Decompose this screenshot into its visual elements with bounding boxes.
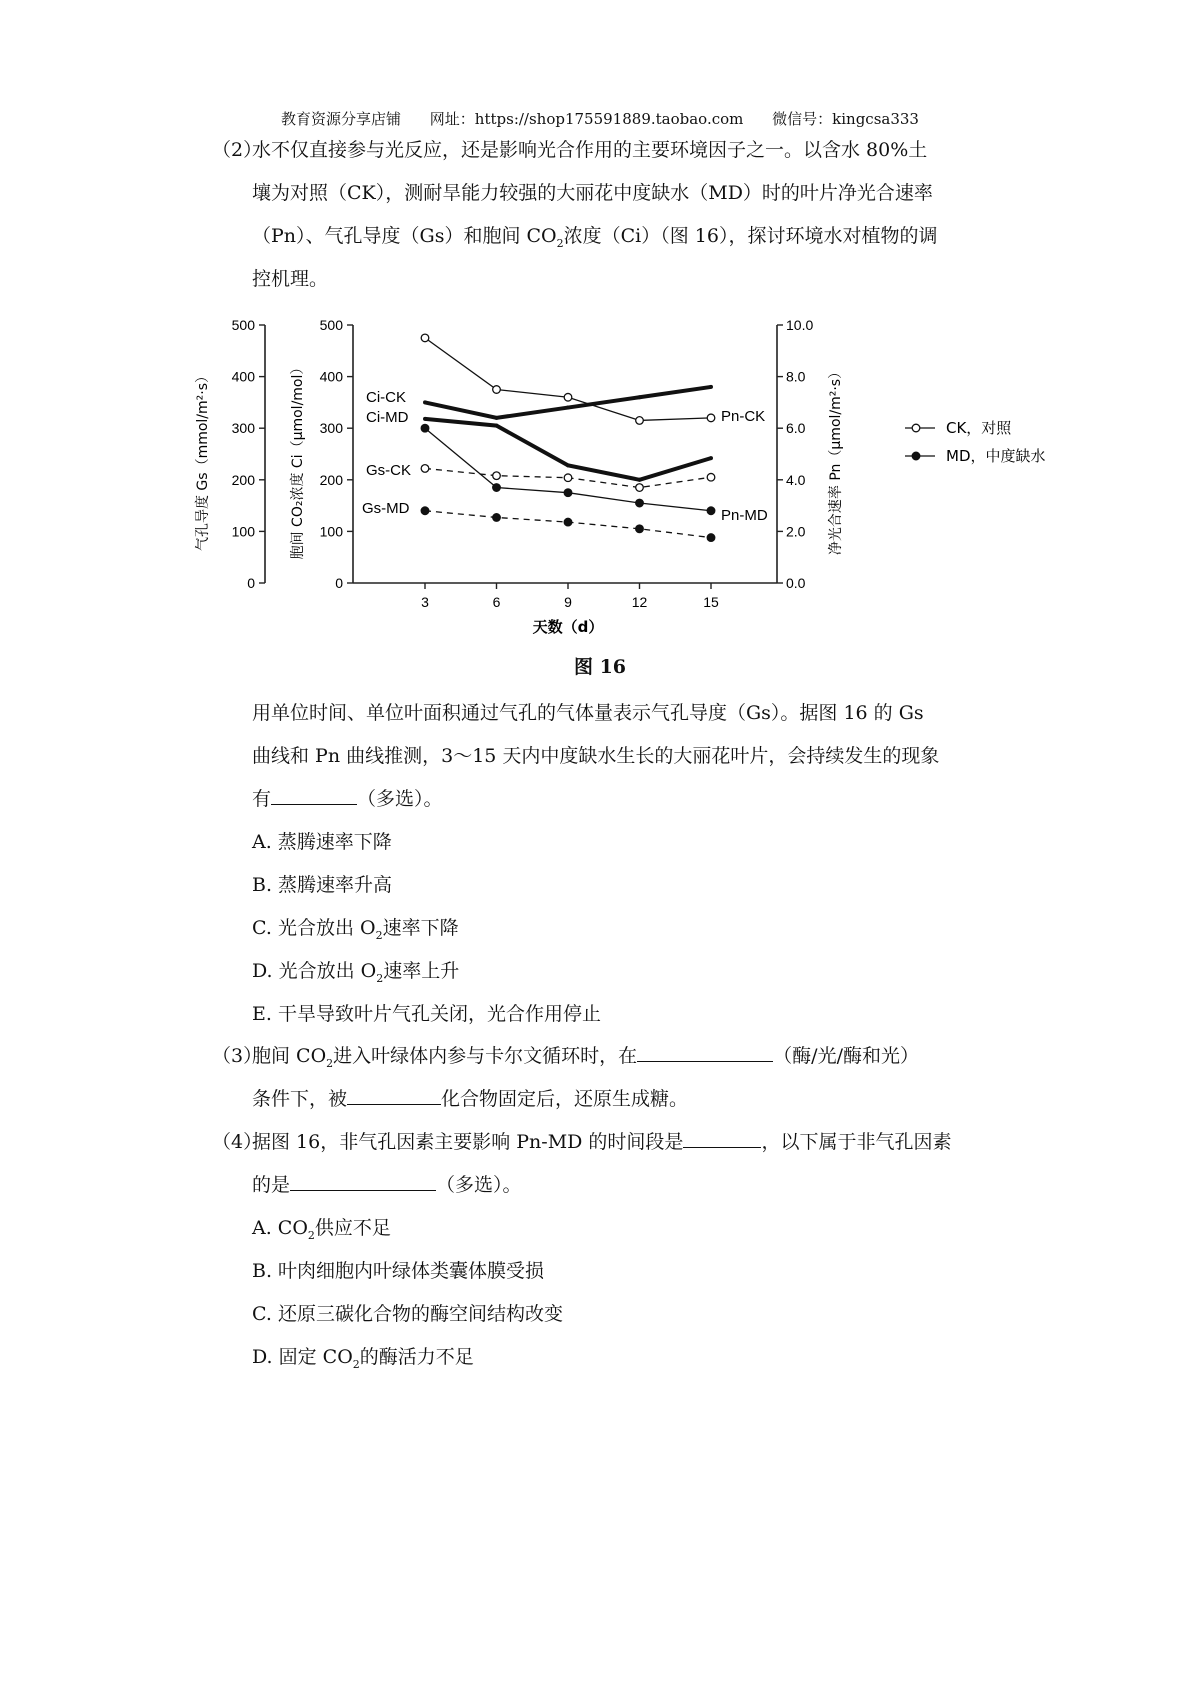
x-tick-label: 12: [631, 594, 648, 610]
gs-ck-point: [493, 472, 501, 480]
legend-marker-open: [912, 424, 920, 432]
figure-caption: 图 16: [573, 656, 627, 678]
legend-marker-filled: [912, 452, 920, 460]
page-header: [0, 108, 1200, 129]
ci-tick-label: 300: [319, 420, 343, 437]
x-tick-label: 15: [703, 594, 719, 610]
legend-label-filled: MD，中度缺水: [946, 447, 1046, 465]
pn-md-point: [493, 484, 501, 492]
ci-tick-label: 200: [319, 471, 343, 488]
gs-tick-label: 0: [247, 575, 255, 591]
gs-tick-label: 400: [231, 368, 255, 385]
ci-ck-point: [709, 385, 713, 389]
q3-line-1: [252, 1041, 919, 1070]
gs-tick-label: 200: [231, 471, 255, 488]
gs-md-point: [707, 534, 715, 542]
q3-text-2a: 条件下，被: [252, 1088, 348, 1110]
figure-16-chart: [190, 310, 1090, 645]
gs-md-point: [493, 514, 501, 522]
x-tick-label: 3: [421, 594, 429, 610]
pn-tick-label: 0.0: [786, 575, 806, 591]
q3-text-2b: 化合物固定后，还原生成糖。: [441, 1088, 689, 1110]
q3-text-1a: 胞间 $CO_2$进入叶绿体内参与卡尔文循环时，在: [252, 1045, 638, 1070]
gs-ck-label: Gs-CK: [366, 462, 411, 479]
q4-text-1a: 据图 16，非气孔因素主要影响 Pn-MD 的时间段是: [252, 1131, 684, 1153]
q2-option-1: A. 蒸腾速率下降: [252, 831, 392, 853]
pn-md-point: [564, 489, 572, 497]
question-number-4: （4）: [212, 1131, 263, 1153]
ci-ck-line: [425, 387, 711, 418]
ci-tick-label: 500: [319, 317, 343, 333]
q4-text-1b: ，以下属于非气孔因素: [761, 1131, 952, 1153]
q4-option-3: C. 还原三碳化合物的酶空间结构改变: [252, 1303, 563, 1325]
ci-md-line: [425, 419, 711, 480]
gs-tick-label: 500: [231, 317, 255, 333]
ci-md-point: [566, 463, 570, 467]
shop-url: 网址：https://shop175591889.taobao.com: [429, 110, 744, 128]
q2b-ask: [252, 784, 443, 811]
q3-line-2: [252, 1084, 688, 1111]
pn-tick-label: 2.0: [786, 523, 806, 540]
ci-ck-point: [566, 406, 570, 410]
pn-ck-point: [707, 414, 715, 422]
pn-tick-label: 6.0: [786, 420, 806, 437]
q4-option-4: D. 固定 $CO_2$的酶活力不足: [252, 1346, 474, 1371]
gs-md-point: [636, 525, 644, 533]
wechat-id: 微信号：kingcsa333: [772, 110, 919, 128]
q4-option-2: B. 叶肉细胞内叶绿体类囊体膜受损: [252, 1260, 545, 1282]
answer-blank-q4-factors[interactable]: [290, 1172, 436, 1191]
gs-md-point: [421, 507, 429, 515]
q2-line-3: （Pn）、气孔导度（Gs）和胞间 $CO_2$浓度（Ci）（图 16），探讨环境水对植物的调: [252, 225, 938, 250]
pn-ck-label: Pn-CK: [721, 408, 766, 425]
pn-md-point: [707, 507, 715, 515]
shop-name: 教育资源分享店铺: [281, 110, 402, 128]
pn-md-point: [636, 499, 644, 507]
x-axis-label: 天数（d）: [532, 618, 604, 636]
gs-ck-point: [707, 473, 715, 481]
pn-md-label: Pn-MD: [721, 507, 768, 524]
answer-blank-q3-condition[interactable]: [637, 1043, 773, 1062]
gs-md-point: [564, 518, 572, 526]
q4-text-2b: （多选）。: [436, 1174, 522, 1196]
pn-ck-point: [564, 393, 572, 401]
ci-ck-point: [423, 400, 427, 404]
ci-ck-point: [495, 416, 499, 420]
ci-md-point: [423, 417, 427, 421]
x-tick-label: 9: [564, 594, 572, 610]
q4-option-1: A. $CO_2$供应不足: [252, 1217, 391, 1242]
ci-tick-label: 400: [319, 368, 343, 385]
q2-line-4: 控机理。: [252, 268, 329, 290]
q2b-line-1: 用单位时间、单位叶面积通过气孔的气体量表示气孔导度（Gs）。据图 16 的 Gs: [252, 702, 924, 724]
question-number-3: （3）: [212, 1045, 263, 1067]
q4-text-2a: 的是: [252, 1174, 291, 1196]
ci-md-point: [709, 456, 713, 460]
q2-option-3: C. 光合放出 $O_2$速率下降: [252, 917, 459, 942]
ci-md-point: [638, 478, 642, 482]
question-number-2: （2）: [212, 139, 263, 161]
legend-label-open: CK，对照: [946, 419, 1012, 437]
gs-ck-point: [636, 484, 644, 492]
ci-tick-label: 100: [319, 523, 343, 540]
pn-ck-point: [636, 417, 644, 425]
pn-ck-point: [421, 334, 429, 342]
answer-blank-q2[interactable]: [271, 786, 357, 805]
ask-suffix: （多选）。: [357, 788, 443, 810]
q3-text-1b: （酶/光/酶和光）: [773, 1045, 919, 1067]
gs-axis-label: 气孔导度 Gs（mmol/m²·s）: [195, 368, 211, 552]
x-tick-label: 6: [492, 594, 501, 610]
pn-tick-label: 4.0: [786, 471, 806, 488]
pn-ck-point: [493, 386, 501, 394]
q4-line-2: [252, 1170, 522, 1197]
answer-blank-q4-period[interactable]: [683, 1129, 761, 1148]
gs-ck-point: [421, 465, 429, 473]
gs-md-label: Gs-MD: [362, 500, 410, 517]
ci-ck-label: Ci-CK: [366, 389, 406, 406]
q2-option-5: E. 干旱导致叶片气孔关闭，光合作用停止: [252, 1003, 601, 1025]
ci-tick-label: 0: [335, 575, 343, 591]
ci-axis-label: 胞间 CO₂浓度 Ci（μmol/mol）: [290, 360, 306, 560]
q2-line-1: 水不仅直接参与光反应，还是影响光合作用的主要环境因子之一。以含水 80%土: [252, 139, 928, 161]
pn-axis-label: 净光合速率 Pn（μmol/m²·s）: [828, 364, 844, 556]
ask-prefix: 有: [252, 788, 272, 810]
q2-option-4: D. 光合放出 $O_2$速率上升: [252, 960, 460, 985]
pn-md-point: [421, 424, 429, 432]
gs-tick-label: 100: [231, 523, 255, 540]
q2b-line-2: 曲线和 Pn 曲线推测，3～15 天内中度缺水生长的大丽花叶片，会持续发生的现象: [252, 745, 940, 767]
gs-tick-label: 300: [231, 420, 255, 437]
q2-option-2: B. 蒸腾速率升高: [252, 874, 393, 896]
ci-md-label: Ci-MD: [366, 409, 409, 426]
q4-line-1: [252, 1127, 951, 1154]
ci-md-point: [495, 424, 499, 428]
pn-tick-label: 10.0: [786, 317, 814, 333]
q2-line-2: 壤为对照（CK），测耐旱能力较强的大丽花中度缺水（MD）时的叶片净光合速率: [252, 182, 933, 204]
ci-ck-point: [638, 395, 642, 399]
pn-tick-label: 8.0: [786, 368, 806, 385]
gs-ck-point: [564, 474, 572, 482]
answer-blank-q3-compound[interactable]: [347, 1086, 441, 1105]
